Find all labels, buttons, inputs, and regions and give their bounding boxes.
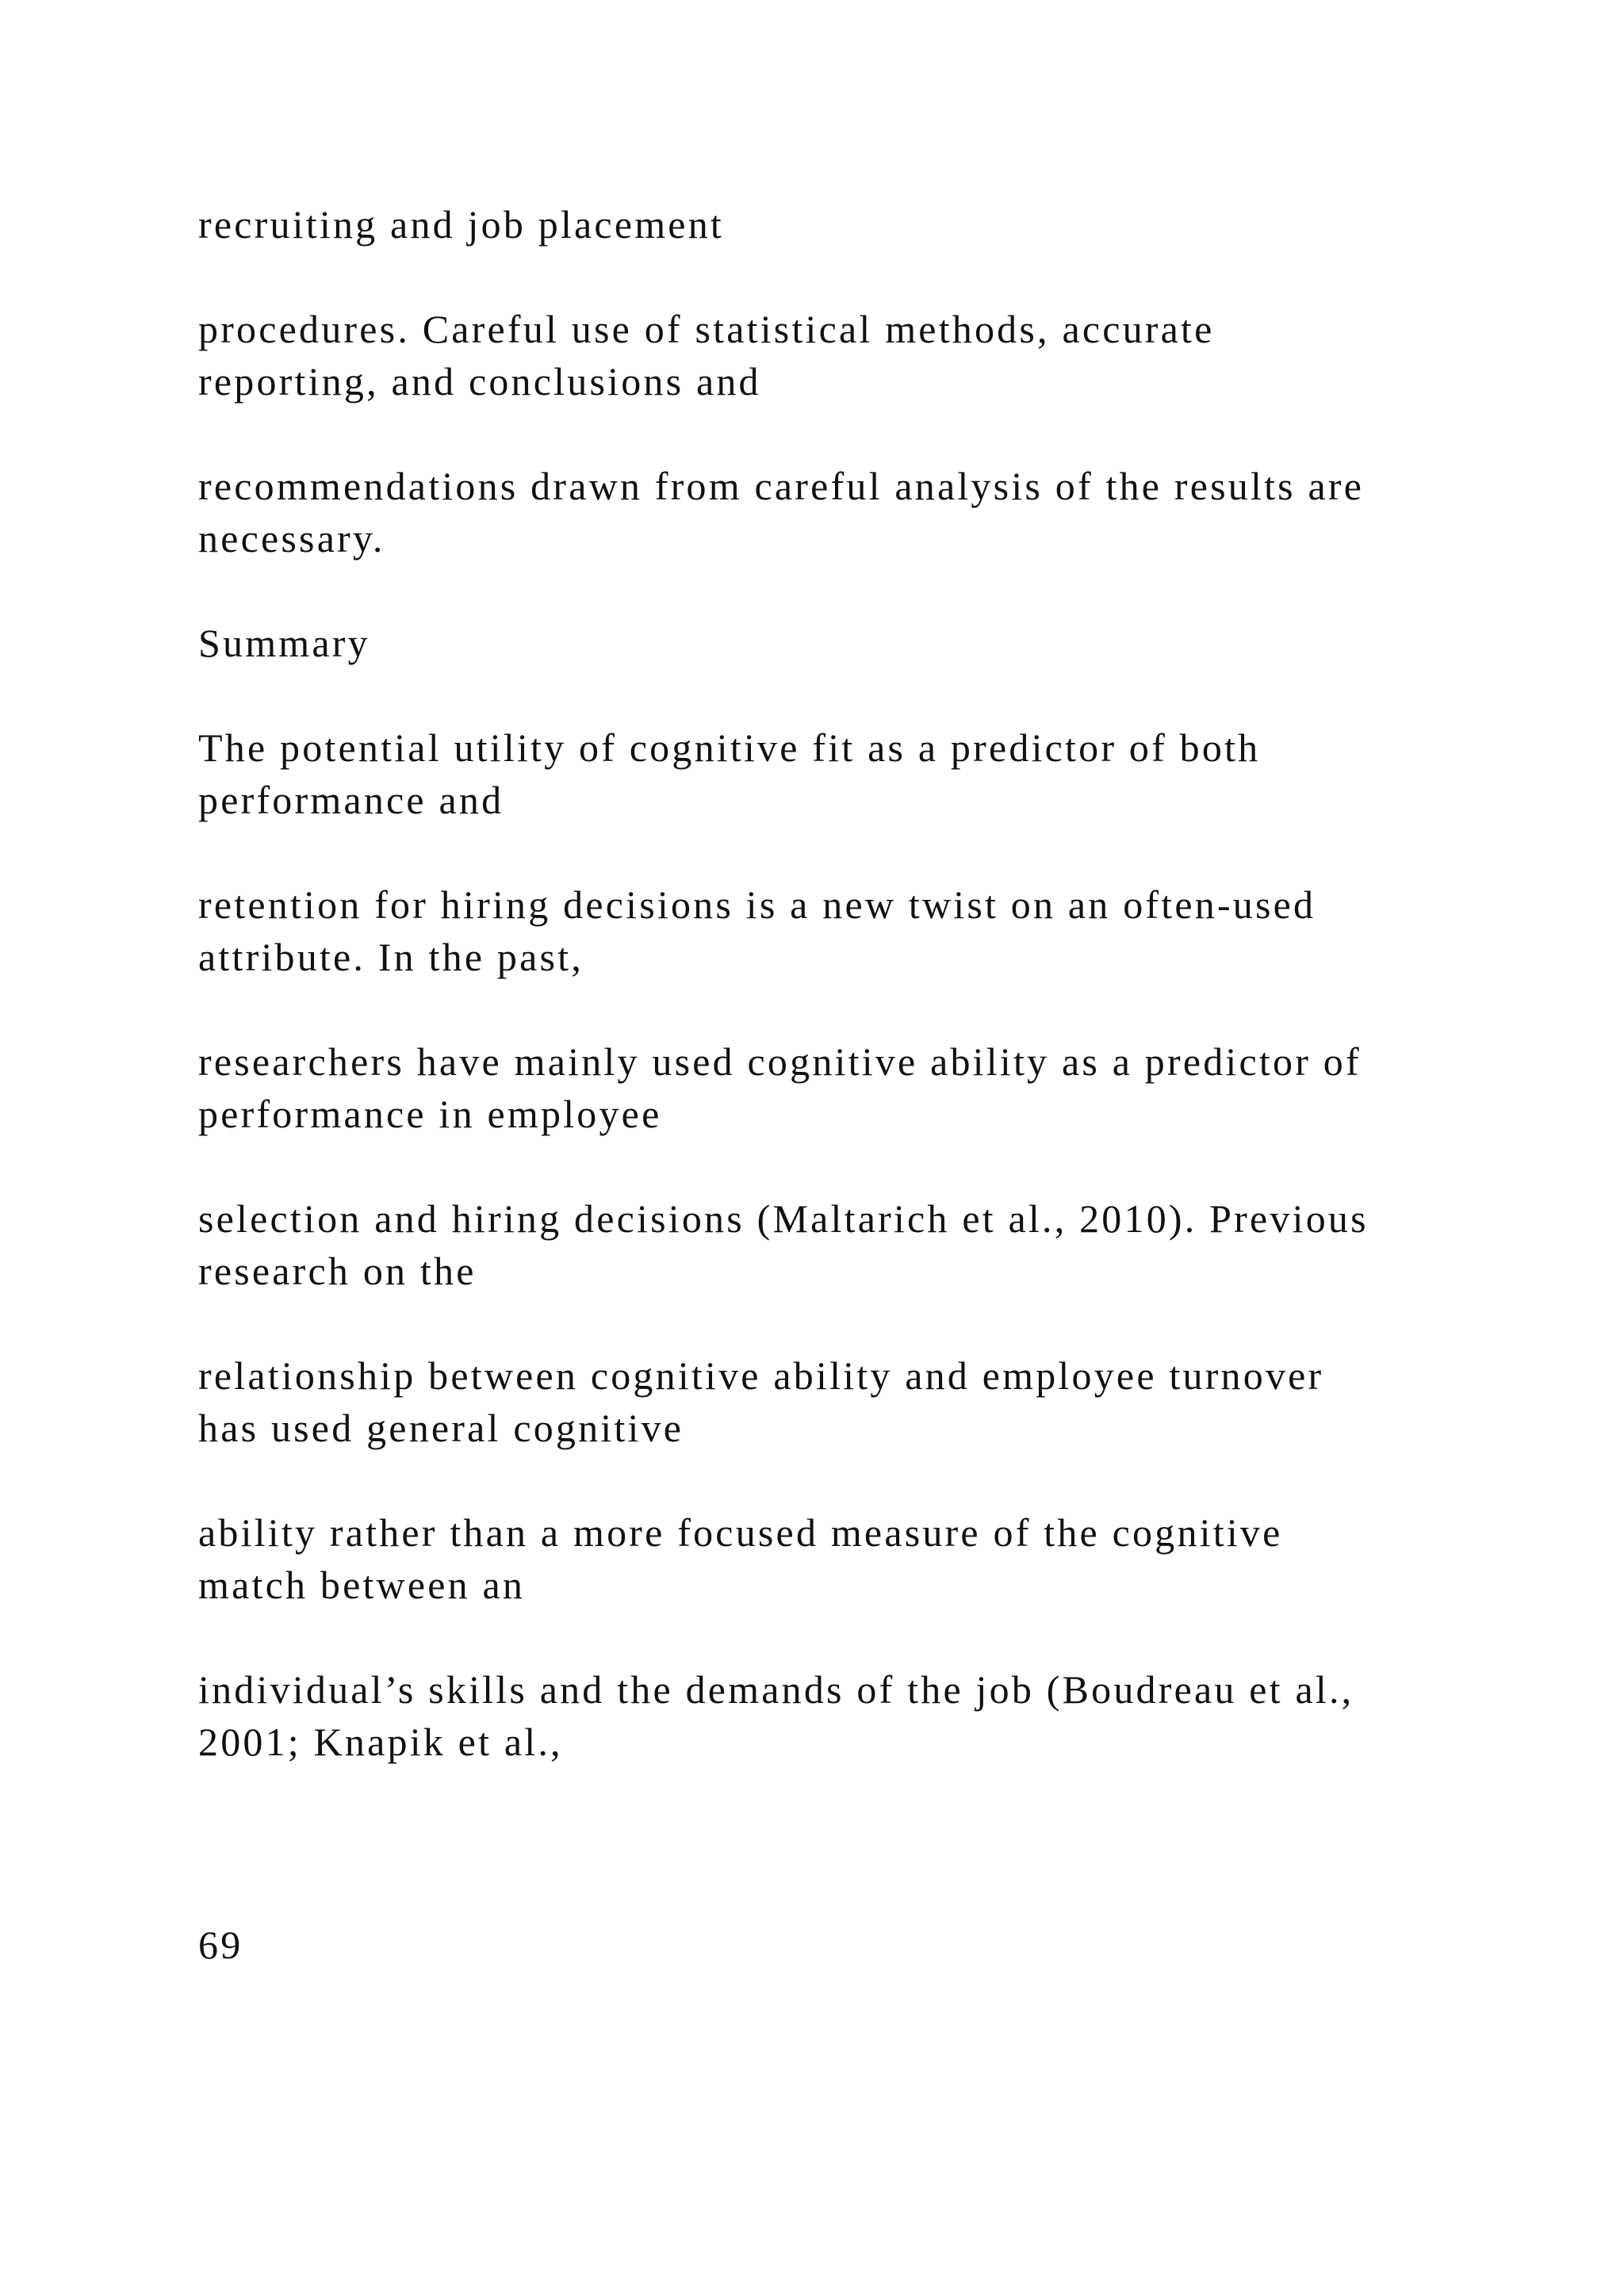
- text-line: individual’s skills and the demands of the job (Boudreau et al.,: [198, 1667, 1354, 1712]
- section-heading: Summary: [198, 621, 370, 665]
- text-line: recommendations drawn from careful analysis of the results are: [198, 464, 1365, 508]
- text-line: performance and: [198, 778, 504, 822]
- paragraph-8: [198, 1349, 1467, 1454]
- paragraph-6: [198, 1035, 1467, 1140]
- text-line: relationship between cognitive ability and employee turnover: [198, 1353, 1324, 1398]
- text-line: ability rather than a more focused measure of the cognitive: [198, 1510, 1283, 1555]
- paragraph-9: [198, 1506, 1467, 1611]
- paragraph-7: [198, 1192, 1467, 1297]
- page-number-text: 69: [198, 1923, 243, 1967]
- paragraph-5: [198, 878, 1467, 983]
- text-line: retention for hiring decisions is a new twist on an often-used: [198, 882, 1316, 927]
- paragraph-4: [198, 721, 1467, 826]
- paragraph-1: [198, 198, 1467, 251]
- text-line: performance in employee: [198, 1092, 662, 1136]
- text-line: procedures. Careful use of statistical methods, accurate: [198, 307, 1215, 351]
- text-line: has used general cognitive: [198, 1406, 684, 1450]
- paragraph-10: [198, 1663, 1467, 1768]
- text-line: necessary.: [198, 516, 385, 561]
- text-line: recruiting and job placement: [198, 202, 724, 247]
- text-line: reporting, and conclusions and: [198, 359, 761, 404]
- paragraph-3: [198, 460, 1467, 564]
- text-line: match between an: [198, 1563, 526, 1607]
- text-line: selection and hiring decisions (Maltarich et al., 2010). Previous: [198, 1196, 1369, 1241]
- section-heading-summary: [198, 617, 1467, 669]
- paragraph-2: [198, 303, 1467, 408]
- text-line: The potential utility of cognitive fit as a predictor of both: [198, 725, 1261, 770]
- text-line: research on the: [198, 1249, 477, 1293]
- text-line: 2001; Knapik et al.,: [198, 1720, 563, 1764]
- text-line: researchers have mainly used cognitive ability as a predictor of: [198, 1039, 1362, 1084]
- page-number: [198, 1919, 1467, 1971]
- text-line: attribute. In the past,: [198, 935, 584, 979]
